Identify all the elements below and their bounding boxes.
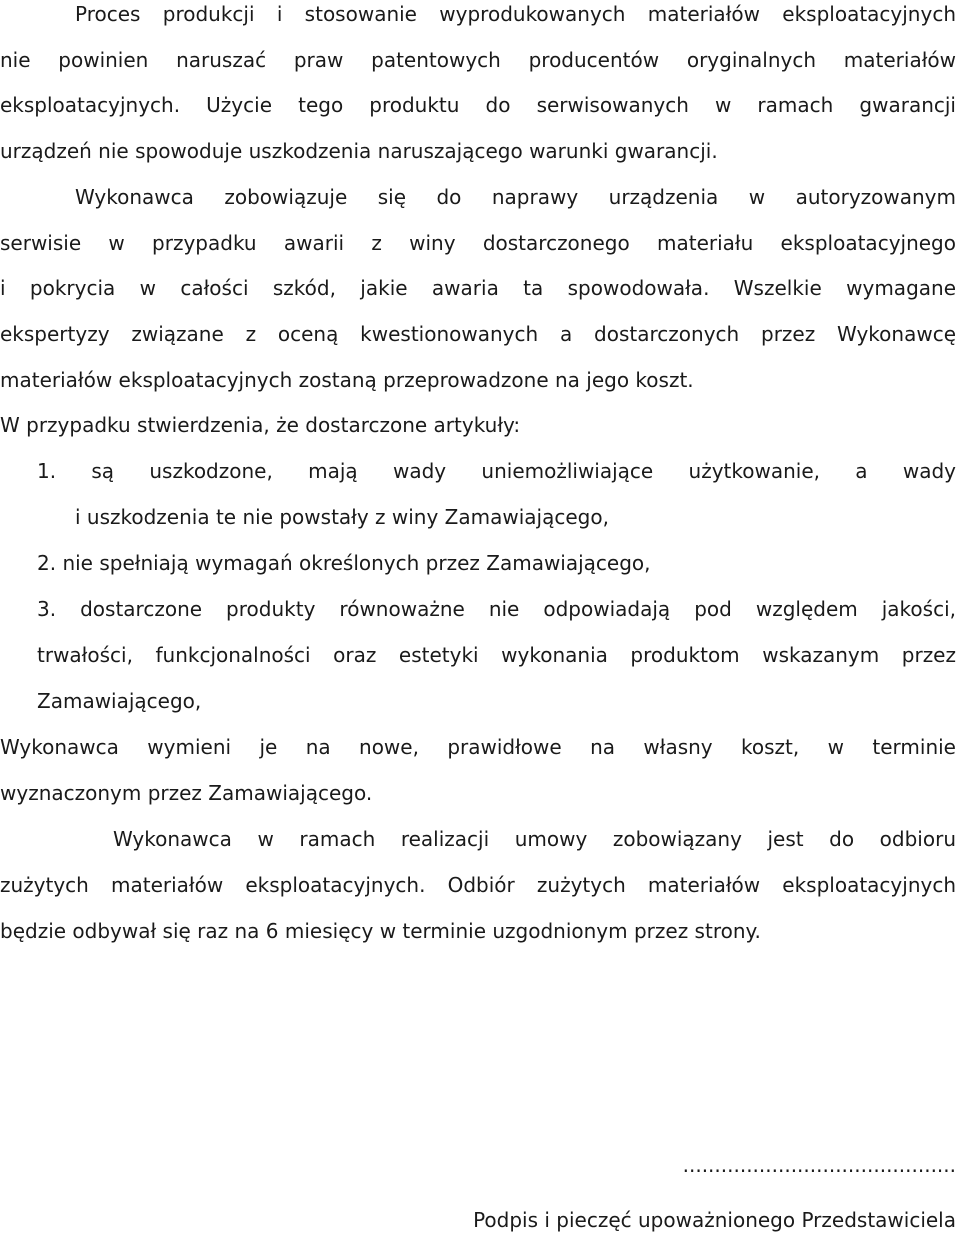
document-line: Proces produkcji i stosowanie wyprodukowanych materiałów eksploatacyjnych — [75, 2, 956, 26]
document-line: Wykonawca zobowiązuje się do naprawy urządzenia w autoryzowanym — [75, 185, 956, 209]
document-line: materiałów eksploatacyjnych zostaną przeprowadzone na jego koszt. — [0, 368, 694, 392]
document-line: 3. dostarczone produkty równoważne nie odpowiadają pod względem jakości, — [37, 597, 956, 621]
signature-label: Podpis i pieczęć upoważnionego Przedstawiciela — [473, 1208, 956, 1232]
document-line: i uszkodzenia te nie powstały z winy Zamawiającego, — [75, 505, 609, 529]
document-line: 1. są uszkodzone, mają wady uniemożliwiające użytkowanie, a wady — [37, 459, 956, 483]
document-line: urządzeń nie spowoduje uszkodzenia naruszającego warunki gwarancji. — [0, 139, 718, 163]
document-line: Zamawiającego, — [37, 689, 202, 713]
signature-dotted-line: ........................................... — [682, 1153, 956, 1177]
document-line: eksploatacyjnych. Użycie tego produktu do serwisowanych w ramach gwarancji — [0, 93, 956, 117]
document-line: i pokrycia w całości szkód, jakie awaria ta spowodowała. Wszelkie wymagane — [0, 276, 956, 300]
document-line: W przypadku stwierdzenia, że dostarczone artykuły: — [0, 413, 521, 437]
document-line: wyznaczonym przez Zamawiającego. — [0, 781, 373, 805]
document-line: ekspertyzy związane z oceną kwestionowanych a dostarczonych przez Wykonawcę — [0, 322, 956, 346]
document-line: nie powinien naruszać praw patentowych producentów oryginalnych materiałów — [0, 48, 956, 72]
document-line: Wykonawca wymieni je na nowe, prawidłowe na własny koszt, w terminie — [0, 735, 956, 759]
document-line: zużytych materiałów eksploatacyjnych. Odbiór zużytych materiałów eksploatacyjnych — [0, 873, 956, 897]
document-line: serwisie w przypadku awarii z winy dostarczonego materiału eksploatacyjnego — [0, 231, 956, 255]
document-line: trwałości, funkcjonalności oraz estetyki wykonania produktom wskazanym przez — [37, 643, 956, 667]
document-line: Wykonawca w ramach realizacji umowy zobowiązany jest do odbioru — [113, 827, 956, 851]
document-line: będzie odbywał się raz na 6 miesięcy w terminie uzgodnionym przez strony. — [0, 919, 761, 943]
document-line: 2. nie spełniają wymagań określonych przez Zamawiającego, — [37, 551, 651, 575]
